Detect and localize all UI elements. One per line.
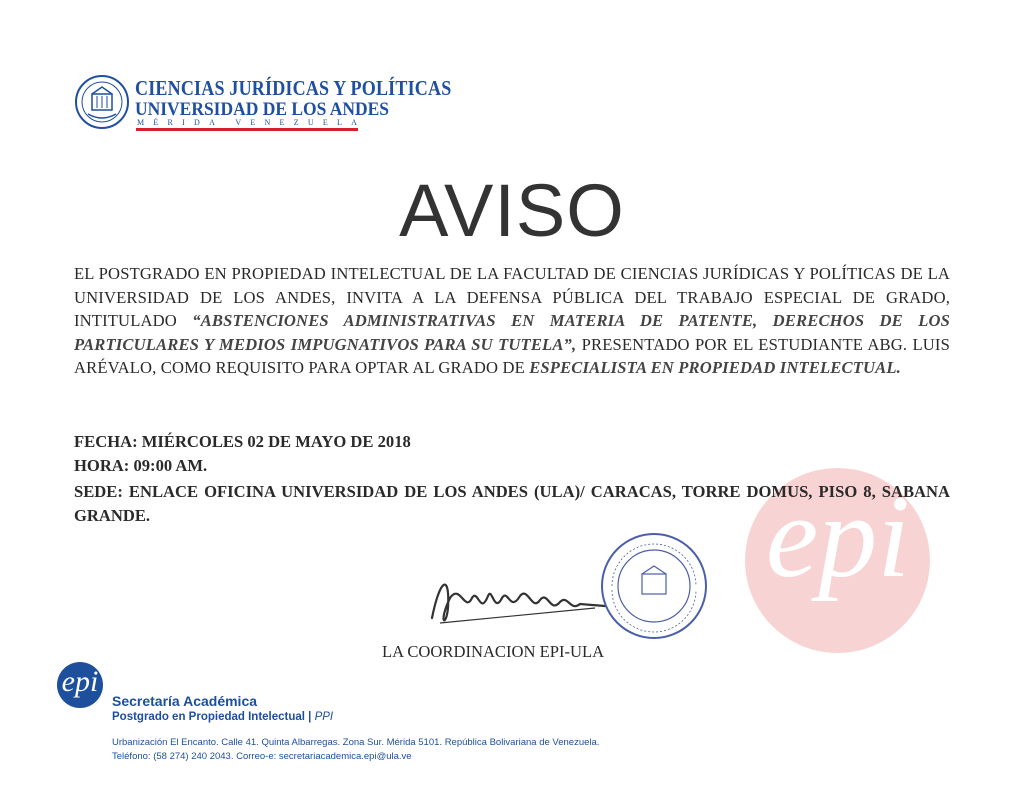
location-letter: M xyxy=(137,118,145,127)
footer-subtitle xyxy=(112,711,333,723)
paragraph-intro: EL POSTGRADO EN PROPIEDAD INTELECTUAL DE LA FACULTAD DE CIENCIAS JURÍDICAS Y POLÍTICAS DE LA UNIVERSIDAD DE LOS ANDES, INVITA A LA DEFENSA PÚBLICA DEL TRABAJO ESPECIAL DE GRADO, INTITULADO xyxy=(74,264,950,330)
degree-name: ESPECIALISTA EN PROPIEDAD INTELECTUAL. xyxy=(529,358,901,377)
location-letter: U xyxy=(307,118,314,127)
header-red-rule xyxy=(136,128,358,131)
location-line xyxy=(137,118,357,127)
location-letter: N xyxy=(264,118,271,127)
thesis-title: “ABSTENCIONES ADMINISTRATIVAS EN MATERIA DE PATENTE, DERECHOS DE LOS PARTICULARES Y MEDIOS IMPUGNATIVOS PARA SU TUTELA”, xyxy=(74,311,950,354)
location-letter: É xyxy=(153,118,159,127)
event-date: FECHA: MIÉRCOLES 02 DE MAYO DE 2018 xyxy=(74,432,411,451)
location-letter: I xyxy=(182,118,185,127)
location-letter: A xyxy=(351,118,357,127)
location-letter: Z xyxy=(293,118,299,127)
footer-subtitle-text: Postgrado en Propiedad Intelectual | xyxy=(112,711,315,723)
location-letter: E xyxy=(322,118,328,127)
location-letter xyxy=(224,118,226,127)
notice-paragraph xyxy=(74,262,950,380)
footer-subtitle-abbr: PPI xyxy=(314,711,334,723)
location-letter: E xyxy=(279,118,285,127)
faculty-name: CIENCIAS JURÍDICAS Y POLÍTICAS xyxy=(135,76,452,100)
footer-contact: Teléfono: (58 274) 240 2043. Correo-e: secretariacademica.epi@ula.ve xyxy=(112,751,412,762)
location-letter: L xyxy=(337,118,342,127)
location-letter: A xyxy=(209,118,215,127)
university-seal-icon xyxy=(74,74,130,130)
signatory-label: LA COORDINACION EPI-ULA xyxy=(382,642,605,661)
event-time: HORA: 09:00 AM. xyxy=(74,456,208,475)
epi-logo-text: epi xyxy=(61,665,99,698)
footer-address: Urbanización El Encanto. Calle 41. Quinta Albarregas. Zona Sur. Mérida 5101. República Bolivariana de Venezuela. xyxy=(112,737,600,748)
page-title: AVISO xyxy=(399,169,625,252)
location-letter: E xyxy=(250,118,256,127)
location-letter: D xyxy=(194,118,200,127)
paragraph-middle: PRESENTADO POR EL ESTUDIANTE ABG. LUIS ARÉVALO, COMO REQUISITO PARA OPTAR AL GRADO DE xyxy=(74,334,950,377)
location-letter: R xyxy=(167,118,173,127)
university-name: UNIVERSIDAD DE LOS ANDES xyxy=(135,99,390,120)
official-stamp xyxy=(598,530,710,642)
location-letter: V xyxy=(235,118,242,127)
footer-title: Secretaría Académica xyxy=(112,693,258,709)
handwritten-signature xyxy=(420,568,610,638)
event-venue: SEDE: ENLACE OFICINA UNIVERSIDAD DE LOS ANDES (ULA)/ CARACAS, TORRE DOMUS, PISO 8, SABANA GRANDE. xyxy=(74,482,950,525)
epi-watermark-text: epi xyxy=(765,471,911,602)
